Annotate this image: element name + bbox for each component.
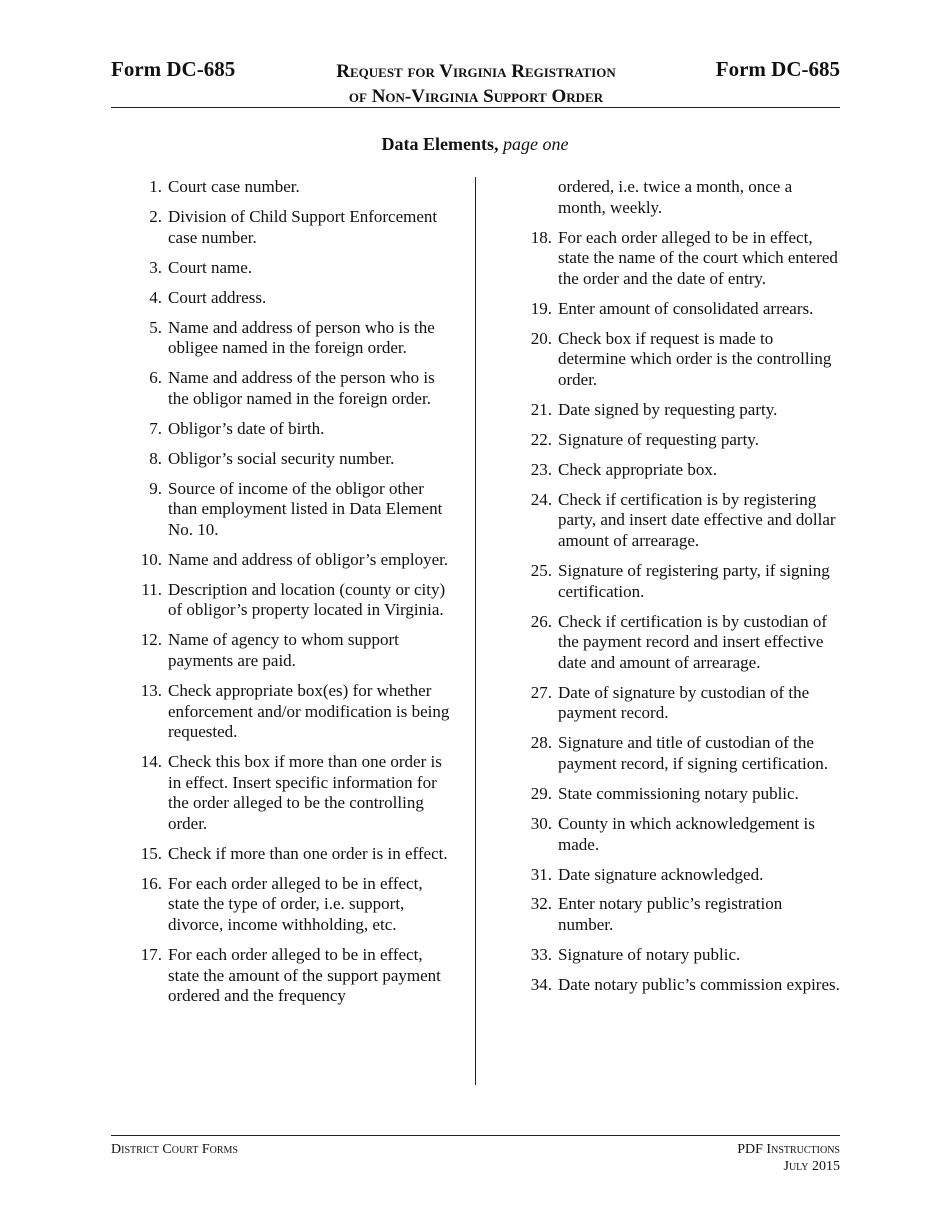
- item-text: Court name.: [168, 257, 253, 277]
- data-element-item: [131, 580, 451, 621]
- continued-item-text: ordered, i.e. twice a month, once a month, weekly.: [558, 177, 793, 217]
- data-element-item: [521, 460, 841, 481]
- item-text: Check if certification is by custodian of the payment record and insert effective date and amount of arrearage.: [558, 611, 828, 672]
- section-title-italic: page one: [503, 134, 569, 154]
- data-element-item: [131, 207, 451, 248]
- item-text: Signature of registering party, if signing certification.: [558, 561, 830, 601]
- item-text: Description and location (county or city) of obligor’s property located in Virginia.: [168, 579, 446, 620]
- item-number: 25.: [530, 561, 552, 581]
- item-number: 30.: [530, 813, 552, 833]
- data-element-item: [521, 490, 841, 552]
- data-element-item: [131, 368, 451, 409]
- item-number: 23.: [530, 459, 552, 479]
- form-number-right: Form DC-685: [715, 57, 840, 81]
- item-number: 14.: [140, 752, 162, 772]
- data-element-item: [131, 288, 451, 309]
- data-element-item: [521, 814, 841, 855]
- item-number: 17.: [140, 945, 162, 965]
- data-element-item: [521, 733, 841, 774]
- data-element-item: [521, 430, 841, 451]
- data-element-item: [131, 681, 451, 743]
- data-element-item: [131, 258, 451, 279]
- data-element-item: [131, 318, 451, 359]
- item-text: State commissioning notary public.: [558, 783, 799, 803]
- data-element-item: [521, 945, 841, 966]
- form-title-line-1: Request for Virginia Registration: [336, 61, 616, 82]
- form-title: [291, 59, 661, 109]
- item-text: Check box if request is made to determine which order is the controlling order.: [558, 328, 832, 389]
- item-text: Signature and title of custodian of the payment record, if signing certification.: [558, 733, 829, 773]
- item-number: 33.: [530, 945, 552, 965]
- item-number: 1.: [149, 177, 162, 196]
- item-text: Source of income of the obligor other than employment listed in Data Element No. 10.: [168, 478, 443, 539]
- item-text: Obligor’s social security number.: [168, 448, 395, 468]
- data-element-item: [521, 612, 841, 674]
- item-number: 24.: [530, 489, 552, 509]
- left-column: [131, 177, 451, 1016]
- data-element-item: [521, 894, 841, 935]
- item-number: 10.: [140, 549, 162, 569]
- item-number: 28.: [530, 733, 552, 753]
- data-element-item: [521, 400, 841, 421]
- item-text: Name of agency to whom support payments are paid.: [168, 630, 399, 670]
- form-title-line-2: of Non-Virginia Support Order: [348, 86, 604, 107]
- section-title-bold: Data Elements,: [381, 134, 499, 154]
- item-number: 6.: [149, 368, 162, 388]
- item-number: 22.: [530, 429, 552, 449]
- item-text: Signature of requesting party.: [558, 429, 759, 449]
- item-number: 16.: [140, 873, 162, 893]
- item-number: 18.: [530, 227, 552, 247]
- item-text: For each order alleged to be in effect, state the amount of the support payment ordered and the frequency: [168, 945, 441, 1006]
- data-element-item: [521, 299, 841, 320]
- data-element-item: [521, 561, 841, 602]
- form-number-left: Form DC-685: [111, 57, 236, 81]
- item-number: 3.: [149, 257, 162, 277]
- item-number: 26.: [530, 611, 552, 631]
- column-divider: [475, 177, 476, 1085]
- item-number: 11.: [141, 579, 162, 599]
- item-number: 21.: [530, 399, 552, 419]
- item-number: 19.: [530, 298, 552, 318]
- data-element-item: [521, 975, 841, 996]
- item-text: Court case number.: [168, 177, 300, 196]
- item-number: 8.: [149, 448, 162, 468]
- item-text: Check appropriate box(es) for whether enforcement and/or modification is being requested.: [168, 680, 450, 742]
- data-element-item: [131, 874, 451, 936]
- data-element-item: [131, 945, 451, 1007]
- item-text: Signature of notary public.: [558, 945, 741, 965]
- item-text: For each order alleged to be in effect, state the type of order, i.e. support, divorce, income withholding, etc.: [168, 873, 423, 935]
- data-element-item: [521, 228, 841, 290]
- form-header: [111, 57, 840, 108]
- footer-left: District Court Forms: [111, 1142, 238, 1157]
- data-element-item: [131, 449, 451, 470]
- data-element-item: [131, 844, 451, 865]
- item-text: Division of Child Support Enforcement case number.: [168, 206, 438, 247]
- item-text: County in which acknowledgement is made.: [558, 813, 815, 854]
- data-element-item: [131, 752, 451, 834]
- data-element-item: [131, 479, 451, 541]
- right-column: [521, 177, 841, 1005]
- item-text: For each order alleged to be in effect, state the name of the court which entered the order and the date of entry.: [558, 227, 838, 288]
- item-number: 15.: [140, 843, 162, 863]
- page-footer: [111, 1135, 840, 1174]
- item-number: 13.: [140, 680, 162, 700]
- item-number: 12.: [140, 630, 162, 650]
- item-number: 27.: [530, 682, 552, 702]
- data-element-item: [521, 784, 841, 805]
- footer-right-line-2: July 2015: [783, 1159, 840, 1174]
- data-element-item: [131, 419, 451, 440]
- item-text: Date notary public’s commission expires.: [558, 975, 840, 995]
- footer-right-line-1: PDF Instructions: [737, 1142, 840, 1157]
- item-text: Enter amount of consolidated arrears.: [558, 298, 814, 318]
- item-text: Court address.: [168, 287, 267, 307]
- item-number: 29.: [530, 783, 552, 803]
- item-number: 2.: [149, 206, 162, 226]
- item-text: Name and address of the person who is the obligor named in the foreign order.: [168, 368, 435, 408]
- section-title: [0, 133, 950, 155]
- item-number: 31.: [530, 864, 552, 884]
- item-number: 32.: [530, 894, 552, 914]
- item-number: 5.: [149, 317, 162, 337]
- data-element-item: [131, 550, 451, 571]
- item-number: 20.: [530, 328, 552, 348]
- item-number: 4.: [149, 287, 162, 307]
- item-text: Name and address of obligor’s employer.: [168, 549, 449, 569]
- data-element-item: [131, 630, 451, 671]
- footer-right: [737, 1141, 840, 1175]
- item-text: Obligor’s date of birth.: [168, 418, 325, 438]
- item-text: Check if more than one order is in effect.: [168, 843, 448, 863]
- item-text: Check this box if more than one order is in effect. Insert specific information for the order alleged to be the controlling order.: [168, 752, 442, 833]
- data-element-item: [521, 683, 841, 724]
- item-text: Date of signature by custodian of the payment record.: [558, 682, 810, 723]
- data-element-item: [521, 329, 841, 391]
- data-element-item: [521, 865, 841, 886]
- item-text: Check if certification is by registering party, and insert date effective and dollar amount of arrearage.: [558, 489, 836, 551]
- item-text: Name and address of person who is the obligee named in the foreign order.: [168, 317, 435, 358]
- item-number: 34.: [530, 975, 552, 995]
- item-text: Check appropriate box.: [558, 459, 718, 479]
- item-text: Date signature acknowledged.: [558, 864, 764, 884]
- item-text: Date signed by requesting party.: [558, 399, 778, 419]
- item-text: Enter notary public’s registration number.: [558, 894, 783, 935]
- data-element-item: [131, 177, 451, 198]
- item-number: 9.: [149, 478, 162, 498]
- item-number: 7.: [149, 418, 162, 438]
